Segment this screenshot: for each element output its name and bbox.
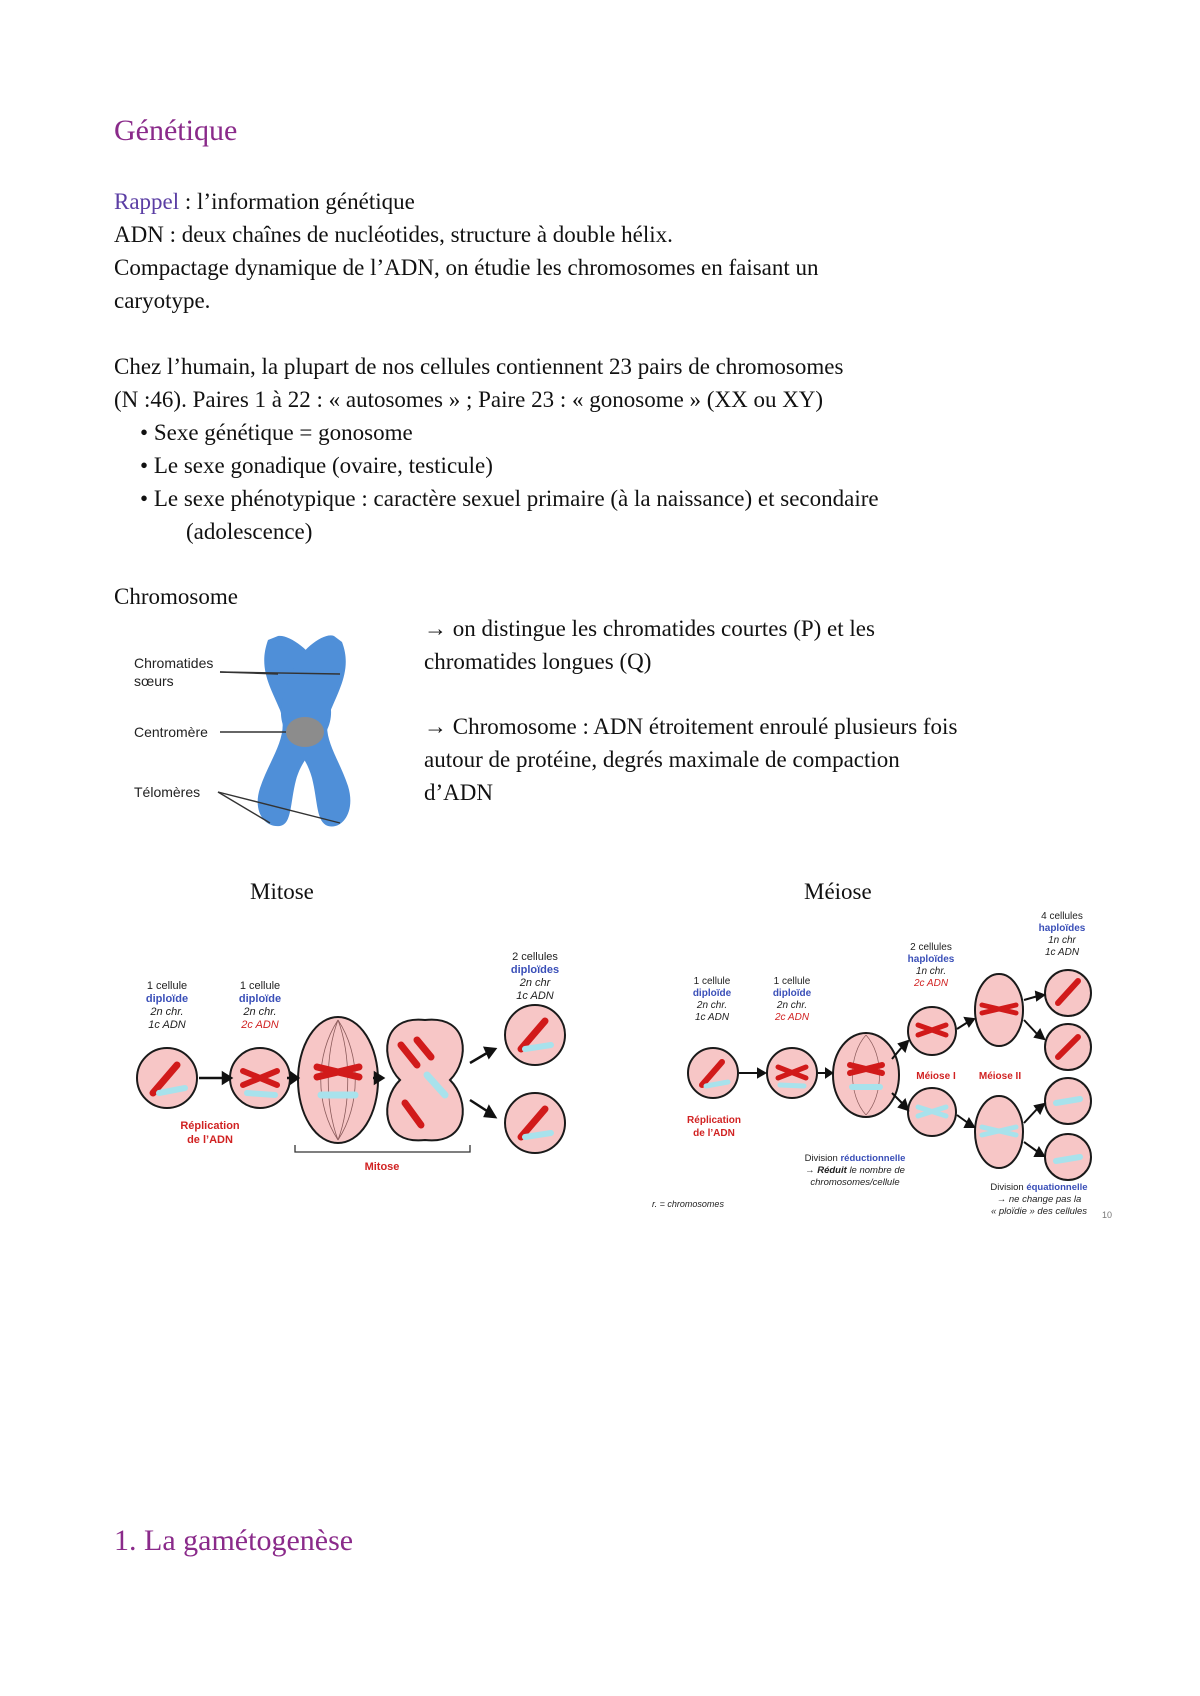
svg-text:1c ADN: 1c ADN — [516, 990, 554, 1002]
fig-label-chromatides-1: Chromatides — [134, 655, 214, 671]
svg-text:diploïdes: diploïdes — [510, 964, 560, 976]
meiose-cell4-label — [1039, 911, 1086, 958]
page-title: Génétique — [114, 114, 238, 147]
svg-text:« ploïdie » des cellules: « ploïdie » des cellules — [990, 1206, 1088, 1217]
chromosome-point-1a: → on distingue les chromatides courtes (P) et les — [424, 616, 875, 641]
svg-text:diploïde: diploïde — [145, 993, 189, 1005]
mitose-cell1-label — [146, 980, 188, 1031]
meiose-cell1-label — [693, 976, 732, 1023]
mitose-diagram — [125, 945, 585, 1180]
meiose-diagram — [640, 905, 1120, 1225]
svg-text:1c ADN: 1c ADN — [1044, 947, 1080, 958]
rappel-compactage-line: Compactage dynamique de l’ADN, on étudie les chromosomes en faisant un — [114, 255, 819, 280]
bullet-sexe-gonadique: • Le sexe gonadique (ovaire, testicule) — [140, 449, 493, 482]
chromosome-point-2b: autour de protéine, degrés maximale de compaction — [424, 747, 900, 772]
svg-text:2n chr.: 2n chr. — [696, 1000, 728, 1011]
svg-text:2c ADN: 2c ADN — [913, 978, 949, 989]
meiose-gamete-2 — [1045, 1024, 1091, 1070]
meiose-footnote: r. = chromosomes — [652, 1199, 724, 1209]
bullet-sexe-phenotypique-cont: (adolescence) — [186, 519, 313, 544]
svg-text:1 cellule: 1 cellule — [693, 976, 731, 987]
meiose-heading: Méiose — [804, 879, 872, 904]
chromosome-shape — [258, 635, 351, 826]
meiose-division-reductionnelle — [805, 1153, 906, 1188]
svg-text:1n chr: 1n chr — [1048, 935, 1076, 946]
mitose-cell3-label — [511, 951, 559, 1002]
rappel-label: Rappel — [114, 189, 180, 214]
meiose-cell-divide-2 — [975, 1096, 1023, 1168]
rappel-line — [114, 185, 415, 218]
meiose-cell3-label — [908, 942, 955, 989]
mitose-heading: Mitose — [250, 879, 314, 904]
bullet-sexe-phenotypique: • Le sexe phénotypique : caractère sexuel primaire (à la naissance) et secondaire — [140, 482, 879, 515]
meiose-replication-1: Réplication — [687, 1115, 741, 1126]
svg-text:→ ne change pas la: → ne change pas la — [996, 1194, 1082, 1205]
meiose-cell-1 — [688, 1048, 738, 1098]
meiose-gamete-1 — [1045, 970, 1091, 1016]
humain-line-2: (N :46). Paires 1 à 22 : « autosomes » ; Paire 23 : « gonosome » (XX ou XY) — [114, 387, 824, 412]
svg-text:1n chr.: 1n chr. — [915, 966, 947, 977]
meiose-cell-haploid-1 — [908, 1007, 956, 1055]
svg-text:1c ADN: 1c ADN — [694, 1012, 730, 1023]
svg-text:4 cellules: 4 cellules — [1041, 911, 1083, 922]
svg-text:1 cellule: 1 cellule — [773, 976, 811, 987]
mitose-bracket — [295, 1145, 470, 1152]
meiose-cell-haploid-2 — [908, 1088, 956, 1136]
chromosome-figure — [120, 628, 380, 838]
svg-text:diploïde: diploïde — [238, 993, 282, 1005]
fig-label-centromere: Centromère — [134, 724, 208, 740]
meiose-cell-divide-1 — [975, 974, 1023, 1046]
mitose-cell-2 — [230, 1048, 290, 1108]
meiose-gamete-3 — [1045, 1078, 1091, 1124]
chromosome-point-2c: d’ADN — [424, 780, 493, 805]
fig-label-chromatides-2: sœurs — [134, 673, 174, 689]
svg-text:1c ADN: 1c ADN — [148, 1019, 186, 1031]
meiose-cell-2 — [767, 1048, 817, 1098]
rappel-caryotype-line: caryotype. — [114, 288, 211, 313]
humain-line-1: Chez l’humain, la plupart de nos cellules contiennent 23 pairs de chromosomes — [114, 354, 844, 379]
svg-text:haploïdes: haploïdes — [1038, 923, 1086, 934]
rappel-adn-line: ADN : deux chaînes de nucléotides, structure à double hélix. — [114, 222, 673, 247]
mitose-bracket-label: Mitose — [364, 1161, 400, 1173]
svg-text:2n chr.: 2n chr. — [150, 1006, 184, 1018]
bullet-sexe-genetique: • Sexe génétique = gonosome — [140, 416, 413, 449]
mitose-replication-1: Réplication — [180, 1120, 240, 1132]
mitose-daughter-cell-2 — [505, 1093, 565, 1153]
meiose-page-number: 10 — [1102, 1210, 1113, 1220]
svg-text:2n chr.: 2n chr. — [776, 1000, 808, 1011]
svg-text:2c ADN: 2c ADN — [241, 1019, 279, 1031]
svg-text:1 cellule: 1 cellule — [146, 980, 188, 992]
svg-text:→ Réduit le nombre de: → Réduit le nombre de — [805, 1165, 905, 1176]
svg-text:2n chr.: 2n chr. — [243, 1006, 277, 1018]
meiose-cell-3 — [833, 1033, 899, 1117]
mitose-cell2-label — [239, 980, 281, 1031]
meiose-division-equationnelle — [990, 1182, 1087, 1217]
meiose-2-label: Méiose II — [978, 1071, 1022, 1082]
chromosome-point-2a: → Chromosome : ADN étroitement enroulé plusieurs fois — [424, 714, 958, 739]
svg-text:Division réductionnelle: Division réductionnelle — [804, 1153, 906, 1164]
meiose-gamete-4 — [1045, 1134, 1091, 1180]
svg-text:haploïdes: haploïdes — [907, 954, 955, 965]
meiose-cell2-label — [773, 976, 812, 1023]
svg-text:chromosomes/cellule: chromosomes/cellule — [810, 1177, 900, 1188]
svg-text:2n chr: 2n chr — [519, 977, 551, 989]
mitose-cell-4 — [387, 1020, 463, 1141]
mitose-replication-2: de l’ADN — [187, 1134, 233, 1146]
chromosome-heading: Chromosome — [114, 584, 238, 609]
section-gametogenese-heading: 1. La gamétogenèse — [114, 1524, 354, 1557]
mitose-cell-1 — [137, 1048, 197, 1108]
svg-text:diploïde: diploïde — [772, 988, 812, 999]
fig-label-telomeres: Télomères — [134, 784, 201, 800]
svg-text:Division équationnelle: Division équationnelle — [990, 1182, 1088, 1193]
svg-text:1 cellule: 1 cellule — [239, 980, 281, 992]
meiose-replication-2: de l’ADN — [693, 1128, 735, 1139]
svg-text:diploïde: diploïde — [692, 988, 732, 999]
rappel-heading: : l’information génétique — [179, 189, 415, 214]
svg-text:2 cellules: 2 cellules — [512, 951, 558, 963]
mitose-cell-3 — [298, 1017, 378, 1143]
svg-text:2 cellules: 2 cellules — [910, 942, 952, 953]
svg-text:2c ADN: 2c ADN — [774, 1012, 810, 1023]
chromosome-point-1b: chromatides longues (Q) — [424, 649, 652, 674]
meiose-1-label: Méiose I — [916, 1071, 956, 1082]
mitose-daughter-cell-1 — [505, 1005, 565, 1065]
